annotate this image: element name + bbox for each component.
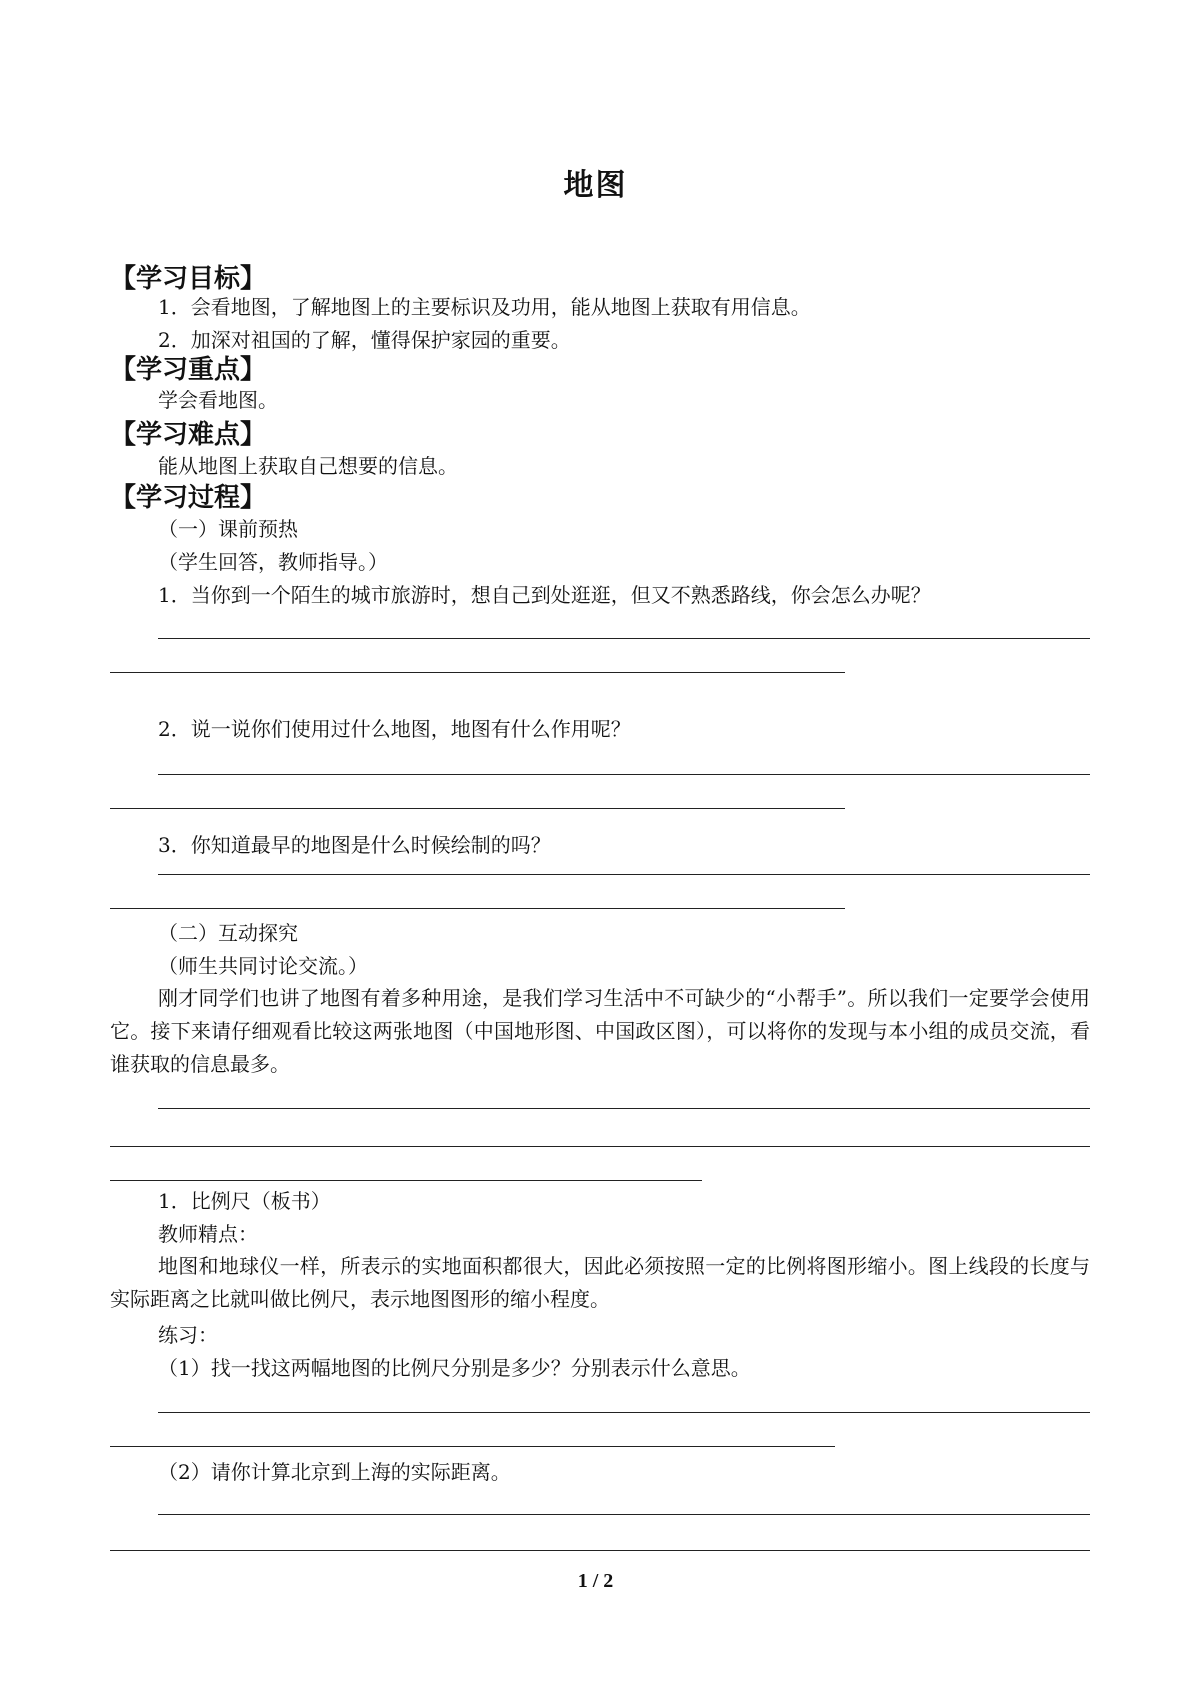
answer-line [110, 1550, 1090, 1551]
process-heading: 【学习过程】 [110, 483, 267, 513]
scale-title: 1．比例尺（板书） [158, 1189, 331, 1213]
teacher-text: 地图和地球仪一样，所表示的实地面积都很大，因此必须按照一定的比例将图形缩小。图上线段的长度与实际距离之比就叫做比例尺，表示地图图形的缩小程度。 [110, 1254, 1090, 1311]
answer-line [110, 672, 845, 673]
answer-line [158, 874, 1090, 875]
question-1: 1．当你到一个陌生的城市旅游时，想自己到处逛逛，但又不熟悉路线，你会怎么办呢？ [158, 583, 931, 607]
objectives-heading: 【学习目标】 [110, 264, 267, 294]
part2-title: （二）互动探究 [158, 921, 298, 945]
answer-line [158, 1412, 1090, 1413]
part1-title: （一）课前预热 [158, 517, 298, 541]
question-2: 2．说一说你们使用过什么地图，地图有什么作用呢？ [158, 717, 631, 741]
question-3: 3．你知道最早的地图是什么时候绘制的吗？ [158, 833, 551, 857]
part2-note: （师生共同讨论交流。） [158, 954, 368, 978]
answer-line [110, 1180, 702, 1181]
exercise-1: （1）找一找这两幅地图的比例尺分别是多少？分别表示什么意思。 [158, 1356, 751, 1380]
answer-line [158, 774, 1090, 775]
answer-line [110, 808, 845, 809]
difficulties-text: 能从地图上获取自己想要的信息。 [158, 454, 458, 478]
key-points-text: 学会看地图。 [158, 388, 278, 412]
page-number: 1 / 2 [577, 1570, 614, 1592]
answer-line [158, 1514, 1090, 1515]
objective-item-2: 2．加深对祖国的了解，懂得保护家园的重要。 [158, 328, 571, 352]
part1-note: （学生回答，教师指导。） [158, 550, 388, 574]
answer-line [110, 908, 845, 909]
answer-line [110, 1146, 1090, 1147]
answer-line [158, 638, 1090, 639]
difficulties-heading: 【学习难点】 [110, 420, 267, 450]
objective-item-1: 1．会看地图，了解地图上的主要标识及功用，能从地图上获取有用信息。 [158, 295, 811, 319]
exercise-2: （2）请你计算北京到上海的实际距离。 [158, 1460, 511, 1484]
key-points-heading: 【学习重点】 [110, 355, 267, 385]
teacher-label: 教师精点： [158, 1222, 258, 1246]
answer-line [158, 1108, 1090, 1109]
answer-line [110, 1446, 835, 1447]
part2-paragraph: 刚才同学们也讲了地图有着多种用途，是我们学习生活中不可缺少的“小帮手”。所以我们一定要学会使用它。接下来请仔细观看比较这两张地图（中国地形图、中国政区图），可以将你的发现与本小组的成员交流，看谁获取的信息最多。 [110, 986, 1090, 1076]
page-title: 地图 [563, 168, 628, 203]
exercise-label: 练习： [158, 1323, 218, 1347]
